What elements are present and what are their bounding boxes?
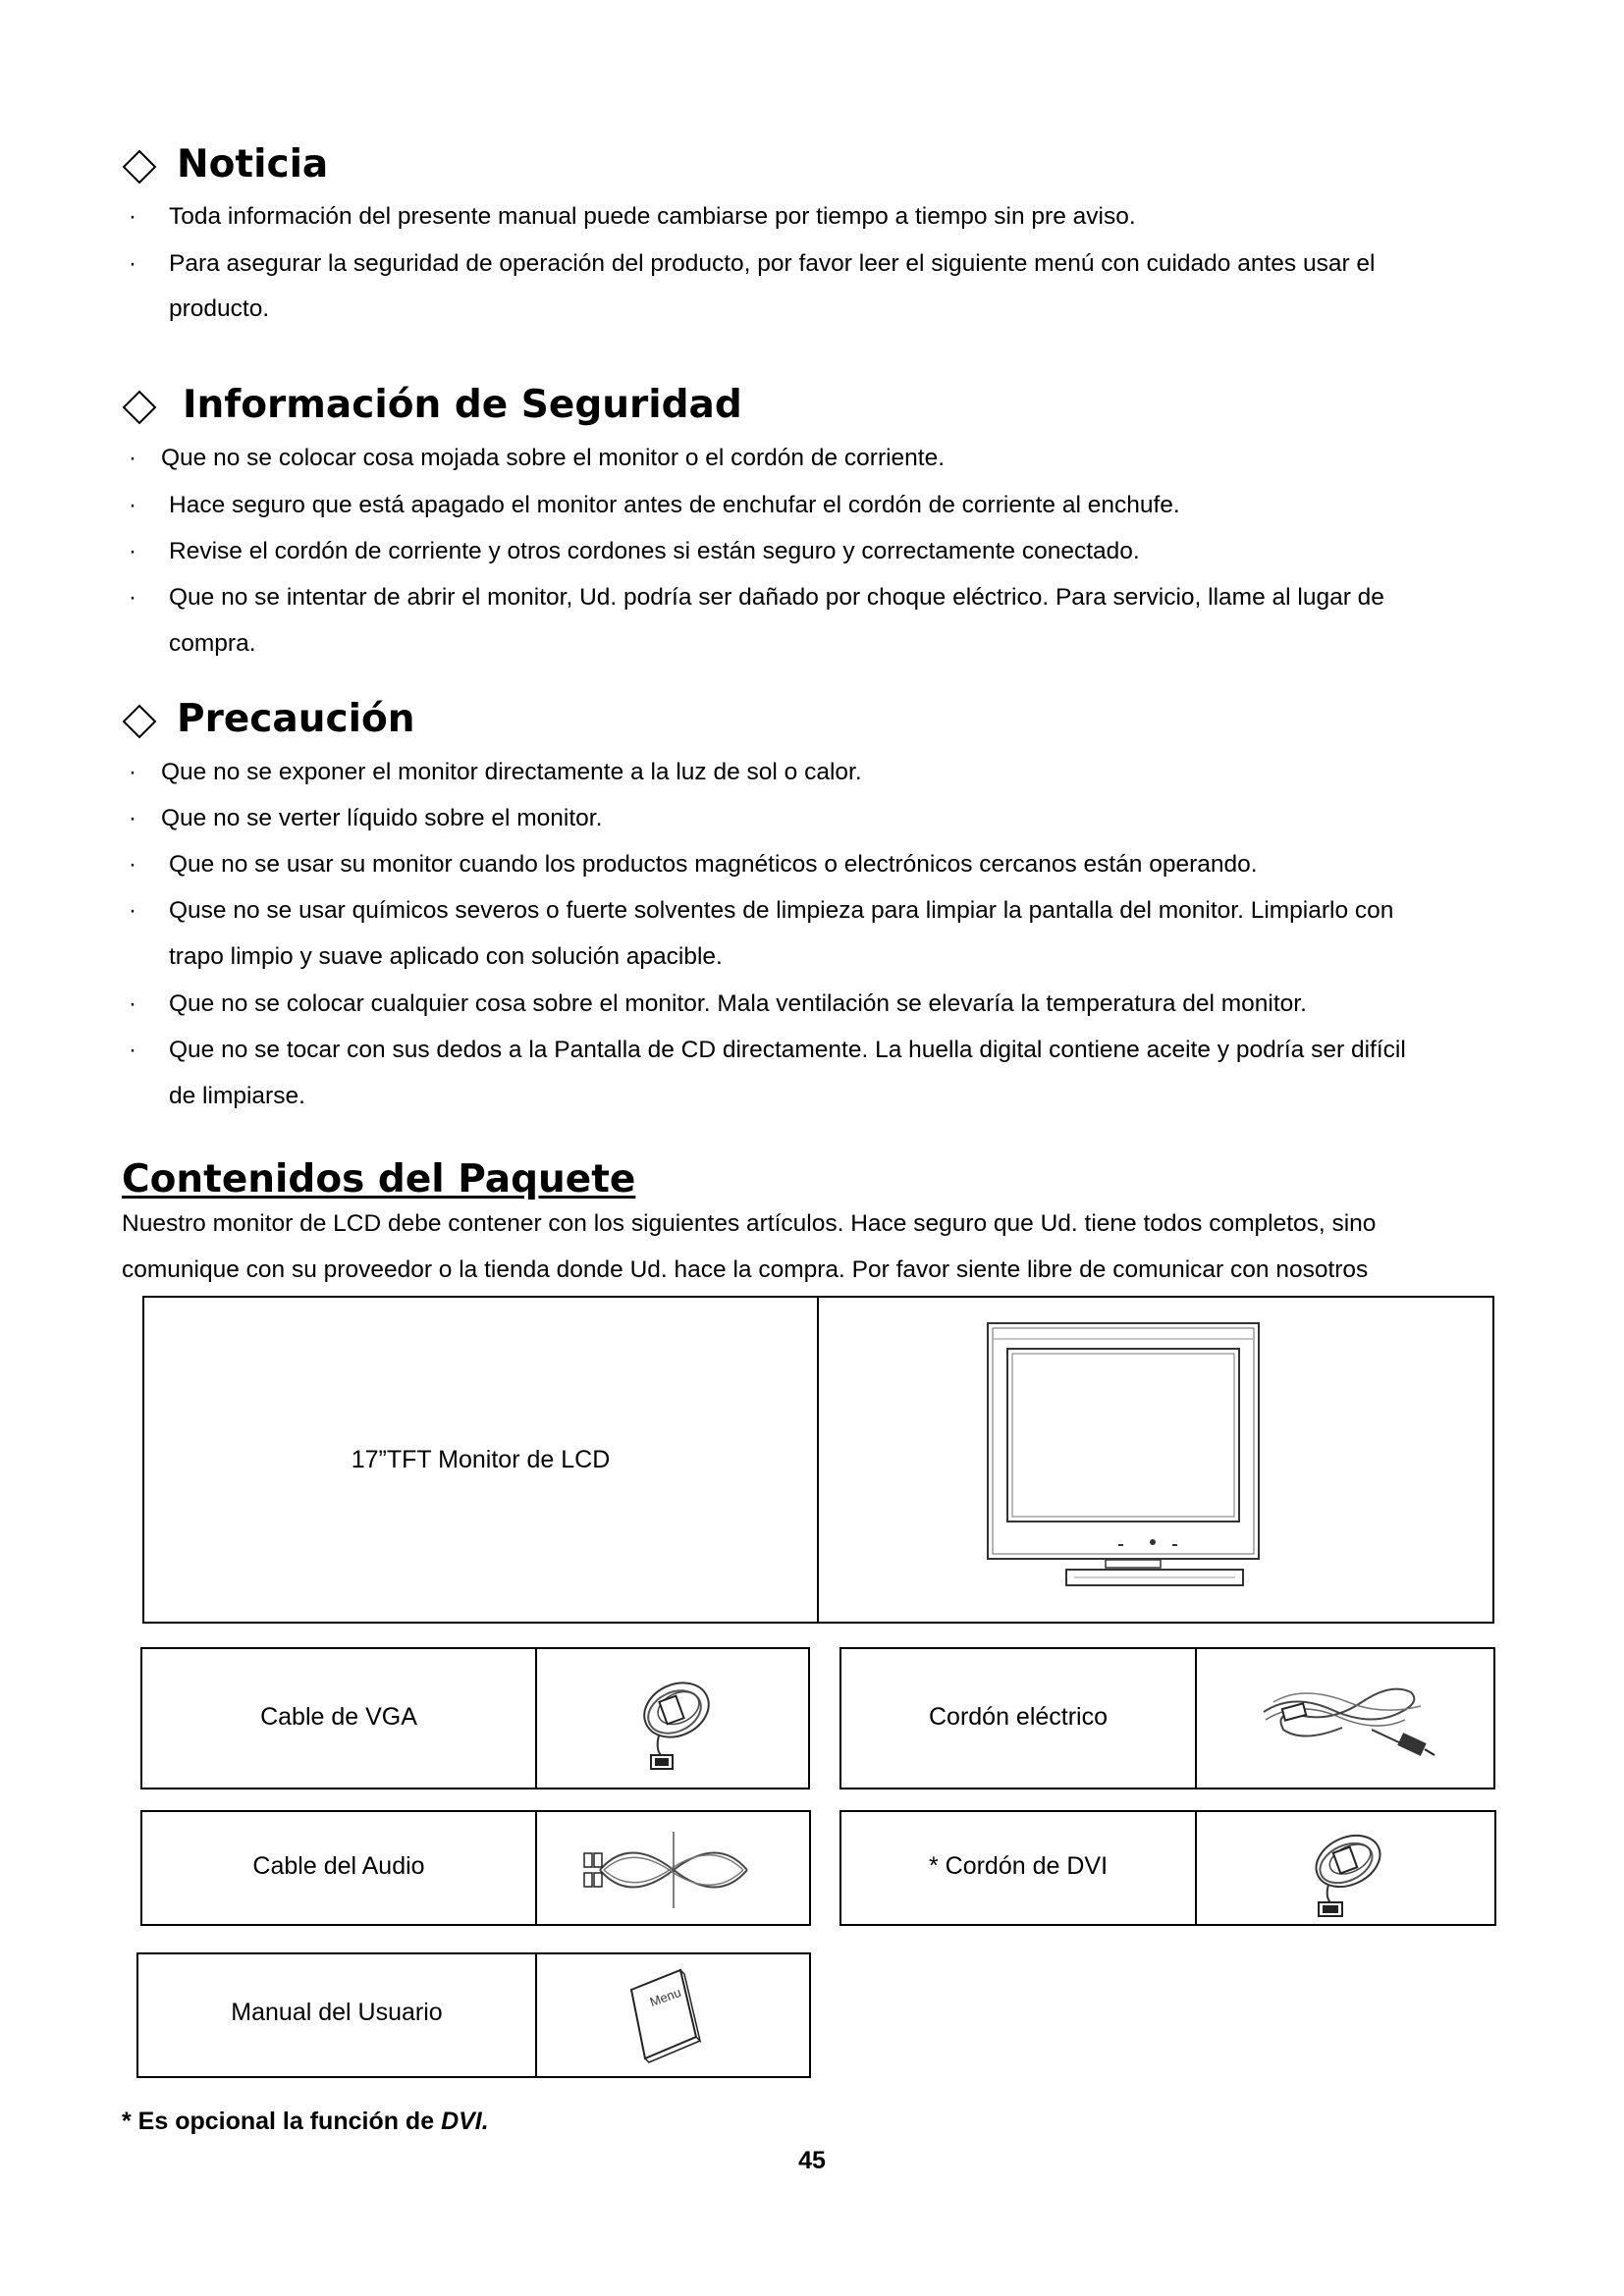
power-cord-icon (1254, 1673, 1440, 1766)
list-item: Que no se usar su monitor cuando los productos magnéticos o electrónicos cercanos están operando. (169, 851, 1258, 878)
bullet: · (129, 445, 136, 471)
list-item: Hace seguro que está apagado el monitor antes de enchufar el cordón de corriente al enchufe. (169, 492, 1180, 518)
diamond-icon (122, 390, 157, 425)
list-item: Que no se exponer el monitor directamente a la luz de sol o calor. (161, 759, 862, 785)
diamond-icon (122, 149, 157, 185)
package-cell-manual-image (535, 1952, 811, 2078)
list-item: Para asegurar la seguridad de operación del producto, por favor leer el siguiente menú con cuidado antes usar el (169, 250, 1376, 277)
bullet: · (129, 990, 136, 1017)
package-cell-monitor-image (817, 1296, 1494, 1624)
package-cell-vga-label (140, 1647, 537, 1789)
vga-cable-icon (616, 1663, 733, 1776)
item-label-manual: Manual del Usuario (231, 1999, 443, 2026)
page-number: 45 (798, 2147, 826, 2174)
diamond-icon (122, 704, 157, 739)
list-item: Toda información del presente manual puede cambiarse por tiempo a tiempo sin pre aviso. (169, 203, 1136, 230)
bullet: · (129, 250, 136, 277)
list-item: Que no se tocar con sus dedos a la Pantalla de CD directamente. La huella digital contiene aceite y podría ser difícil (169, 1037, 1406, 1063)
package-cell-audio-image (535, 1810, 811, 1926)
item-label-dvi: * Cordón de DVI (928, 1852, 1109, 1880)
section-title-seguridad: Información de Seguridad (183, 383, 742, 427)
item-label-monitor: 17”TFT Monitor de LCD (351, 1446, 611, 1473)
item-label-audio: Cable del Audio (252, 1852, 425, 1880)
section-title-contenidos: Contenidos del Paquete (122, 1157, 636, 1201)
list-item: Que no se colocar cosa mojada sobre el monitor o el cordón de corriente. (161, 445, 946, 471)
package-cell-power-image (1195, 1647, 1495, 1789)
list-item: Que no se colocar cualquier cosa sobre el monitor. Mala ventilación se elevaría la temperatura del monitor. (169, 990, 1307, 1017)
item-label-vga: Cable de VGA (260, 1703, 417, 1731)
bullet: · (129, 759, 136, 785)
package-cell-monitor-label (142, 1296, 819, 1624)
bullet: · (129, 851, 136, 878)
list-item-continuation: compra. (169, 630, 256, 657)
list-item-continuation: de limpiarse. (169, 1083, 305, 1109)
package-cell-vga-image (535, 1647, 810, 1789)
package-cell-dvi-image (1195, 1810, 1496, 1926)
bullet: · (129, 203, 136, 230)
package-cell-power-label (839, 1647, 1197, 1789)
intro-line: Nuestro monitor de LCD debe contener con los siguientes artículos. Hace seguro que Ud. tiene todos completos, sino (122, 1210, 1377, 1237)
list-item: Que no se verter líquido sobre el monitor. (161, 805, 603, 831)
bullet: · (129, 1037, 136, 1063)
list-item: Quse no se usar químicos severos o fuerte solventes de limpieza para limpiar la pantalla del monitor. Limpiarlo con (169, 897, 1394, 924)
package-cell-manual-label (136, 1952, 537, 2078)
package-cell-dvi-label (839, 1810, 1197, 1926)
bullet: · (129, 584, 136, 611)
footnote-text: * Es opcional la función de (122, 2108, 442, 2135)
list-item: Revise el cordón de corriente y otros cordones si están seguro y correctamente conectado. (169, 538, 1140, 564)
list-item: Que no se intentar de abrir el monitor, Ud. podría ser dañado por choque eléctrico. Para servicio, llame al lugar de (169, 584, 1384, 611)
bullet: · (129, 805, 136, 831)
manual-booklet-icon (625, 1960, 733, 2068)
dvi-cable-icon (1287, 1818, 1405, 1921)
audio-cable-icon (580, 1826, 767, 1914)
bullet: · (129, 538, 136, 564)
list-item-continuation: producto. (169, 295, 270, 322)
package-cell-audio-label (140, 1810, 537, 1926)
manual-cover-text: Menu (647, 1984, 683, 2010)
intro-line: comunique con su proveedor o la tienda donde Ud. hace la compra. Por favor siente libre de comunicar con nosotros (122, 1256, 1369, 1283)
bullet: · (129, 492, 136, 518)
section-title-noticia: Noticia (177, 142, 329, 187)
bullet: · (129, 897, 136, 924)
list-item-continuation: trapo limpio y suave aplicado con solución apacible. (169, 943, 723, 970)
section-title-precaucion: Precaución (177, 697, 415, 741)
item-label-power: Cordón eléctrico (928, 1703, 1109, 1731)
footnote-emphasis: DVI. (441, 2108, 489, 2135)
monitor-icon (986, 1321, 1261, 1596)
footnote (122, 2107, 489, 2136)
